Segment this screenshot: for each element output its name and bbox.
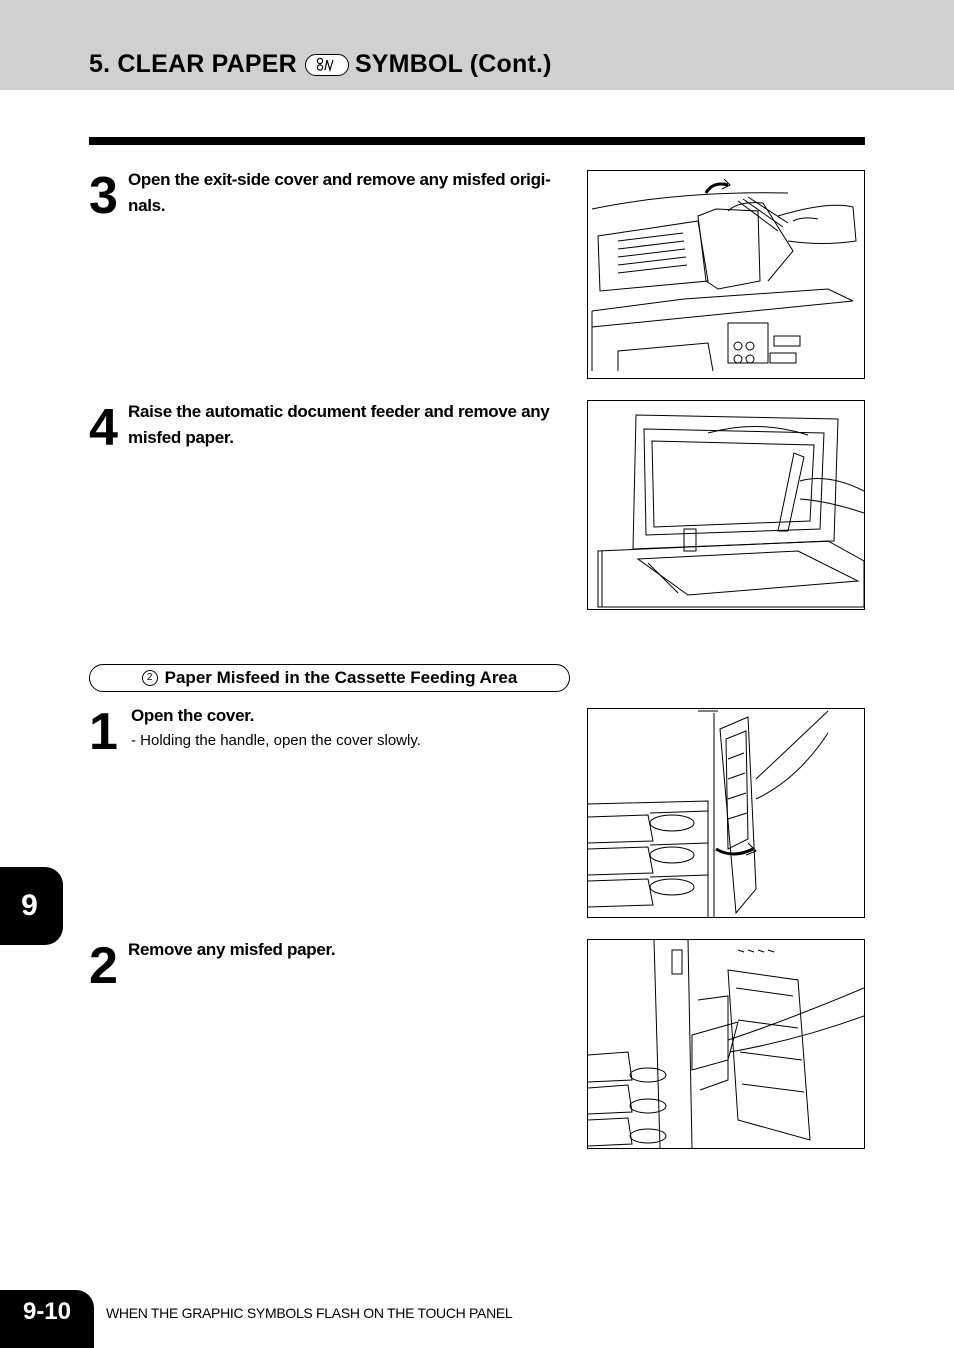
step-number: 2 bbox=[89, 937, 116, 995]
section-title: Paper Misfeed in the Cassette Feeding Area bbox=[164, 668, 518, 687]
title-prefix: 5. CLEAR PAPER bbox=[89, 50, 297, 78]
step-note: - Holding the handle, open the cover slowly. bbox=[131, 732, 421, 749]
open-cover-illustration bbox=[587, 708, 865, 918]
exit-side-cover-illustration bbox=[587, 170, 865, 379]
step-instruction: Open the exit-side cover and remove any misfed origi- nals. bbox=[128, 170, 551, 215]
step-instruction: Open the cover. bbox=[131, 706, 255, 725]
step-instruction: Raise the automatic document feeder and remove any misfed paper. bbox=[128, 402, 550, 447]
page-number: 9-10 bbox=[0, 1290, 94, 1348]
step-number: 4 bbox=[89, 399, 116, 457]
step-number: 1 bbox=[89, 703, 116, 761]
title-suffix: SYMBOL (Cont.) bbox=[354, 50, 552, 78]
section-rule bbox=[89, 137, 865, 145]
remove-paper-illustration bbox=[587, 939, 865, 1149]
section-heading bbox=[89, 664, 570, 692]
chapter-tab: 9 bbox=[0, 867, 63, 945]
step-instruction: Remove any misfed paper. bbox=[128, 940, 336, 959]
page-title bbox=[89, 50, 552, 79]
misfeed-symbol-icon bbox=[305, 54, 349, 76]
step-number: 3 bbox=[89, 167, 116, 225]
running-title: WHEN THE GRAPHIC SYMBOLS FLASH ON THE TOUCH PANEL bbox=[106, 1305, 513, 1321]
circled-number: 2 bbox=[142, 670, 158, 686]
raise-feeder-illustration bbox=[587, 400, 865, 610]
